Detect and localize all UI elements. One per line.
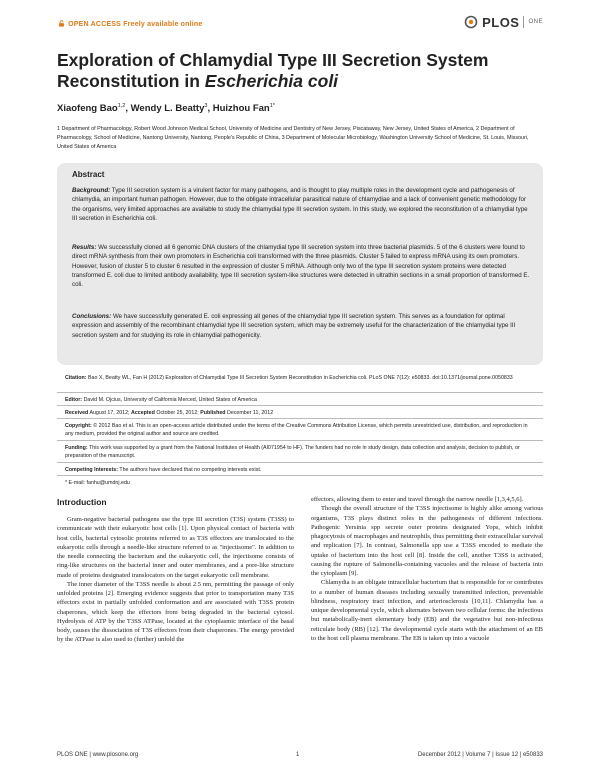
title-line-1: Exploration of Chlamydial Type III Secretion System [57, 50, 489, 70]
funding-label: Funding: [65, 445, 88, 451]
paragraph: effectors, allowing them to enter and travel through the narrow needle [1,3,4,5,6]. [311, 496, 524, 503]
author-affiliation-marker: 3 [204, 103, 208, 109]
journal-logo [464, 14, 543, 30]
conclusions-text: We have successfully generated E. coli expressing all genes of the chlamydial type III secretion system. This serves as a foundation for optimal expression and assembly of the recombinant chlamydial type III secretion system, which may be extremely useful for the characterization of the chlamydial type III secretion system and for studying its role in chlamydial pathogenicity. [72, 313, 516, 339]
author-affiliation-marker: 1* [269, 103, 275, 109]
author-name: Huizhou Fan [212, 103, 270, 115]
logo-word: PLOS [482, 14, 520, 30]
right-column [311, 495, 543, 643]
footer-issue: December 2012 | Volume 7 | Issue 12 | e50833 [417, 752, 543, 758]
dates [65, 409, 535, 417]
paragraph: Gram-negative bacterial pathogens use the type III secretion (T3S) system (T3SS) to communicate with their eukaryotic host cells [1]. Upon physical contact of bacteria with host cells, bacterial cytosolic proteins referred to as T3S effectors are translocated to the eukaryotic cells through a needle-like structure referred to as "injectisome". In addition to the needle connecting the bacterium and the eukaryotic cell, the injectisome consists of ring-like structures on the bacterial inner and outer membranes, and a pore-like structure made of proteins designated translocators on the target eukaryotic cell membrane. [57, 516, 294, 579]
author-affiliation-marker: 1,2 [117, 103, 126, 109]
divider [57, 440, 543, 441]
abstract-results [72, 243, 534, 289]
author-name: Wendy L. Beatty [130, 103, 205, 115]
paragraph: Chlamydia is an obligate intracellular bacterium that is responsible for or contributes to a number of human diseases including sexually transmitted infection, preventable blindness, respiratory tract infection, and arteriosclerosis [10,11]. Chlamydia has a unique developmental cycle, which alternates between two cellular forms: the infectious but metabolically-inert elementary body (EB) and the vegetative but non-infectious reticulate body (RB) [12]. The developmental cycle starts with the attachment of an EB to the host cell plasma membrane. The EB is taken up into a vacuole [311, 579, 543, 642]
logo-suffix: ONE [528, 19, 543, 25]
competing-text: The authors have declared that no competing interests exist. [119, 467, 262, 473]
abstract-conclusions [72, 312, 534, 340]
published-date: December 11, 2012 [227, 410, 274, 416]
funding [65, 444, 535, 460]
open-access-banner [57, 20, 203, 28]
left-column [57, 515, 294, 645]
citation-label: Citation: [65, 375, 87, 381]
received-date: August 17, 2012; [89, 410, 130, 416]
background-text: Type III secretion system is a virulent factor for many pathogens, and is thought to play multiple roles in the development cycle and pathogenesis of chlamydia, an important human pathogen. However, due to the obligate intracellular parasitical nature of chlamydiae and a lack of convenient genetic methodology for the organisms, very limited approaches are available to study the chlamydial type III secretion system. In this study, we explored the reconstitution of a chlamydial type III secretion in Escherichia coli. [72, 187, 528, 222]
citation [65, 374, 535, 382]
author-list: Xiaofeng Bao$^{1,2}$, Wendy L. Beatty$^3$, Huizhou Fan$^{1*}$ [57, 103, 275, 115]
copyright-label: Copyright: [65, 423, 92, 429]
results-text: We successfully cloned all 6 genomic DNA clusters of the chlamydial type III secretion system into three bacterial plasmids. 5 of the 6 clusters were found to direct mRNA synthesis from their own promoters in Escherichia coli transformed with the three plasmids. Cluster 5 failed to express mRNA using its own promoters. However, fusion of cluster 5 to cluster 6 resulted in the expression of cluster 5 mRNA. Although only two of the type III secretion system proteins were detected transformed E. coli due to limited antibody availability, type III secretion system-like structures were detected in ultrathin sections in a small proportion of transformed E. coli. [72, 244, 530, 289]
plos-logo-icon [464, 15, 478, 29]
affiliations: 1 Department of Pharmacology, Robert Wood Johnson Medical School, University of Medicine and Dentistry of New Jersey, Piscataway, New Jersey, United States of America, 2 Department of Pharmacology, School of Medicine, Nantong University, Nantong, People's Republic of China, 3 Department of Molecular Microbiology, Washington University School of Medicine, St. Louis, Missouri, United States of America [57, 126, 529, 150]
citation-text: Bao X, Beatty WL, Fan H (2012) Exploration of Chlamydial Type III Secretion System Reconstitution in Escherichia coli. PLoS ONE 7(12): e50833. doi:10.1371/journal.pone.0050833 [87, 375, 513, 381]
divider [57, 418, 543, 419]
page-number: 1 [296, 752, 300, 758]
editor-text: David M. Ojcius, University of California Merced, United States of America [83, 397, 257, 403]
open-lock-icon [58, 20, 65, 27]
copyright [65, 422, 535, 438]
results-label: Results: [72, 244, 97, 251]
competing-label: Competing Interests: [65, 467, 118, 473]
section-heading: Introduction [57, 497, 107, 507]
received-label: Received [65, 410, 89, 416]
conclusions-label: Conclusions: [72, 313, 112, 320]
article-title [57, 50, 537, 92]
corresponding-email: * E-mail: fanhu@umdnj.edu [65, 480, 130, 486]
published-label: Published [200, 410, 226, 416]
divider [57, 462, 543, 463]
copyright-text: © 2012 Bao et al. This is an open-access article distributed under the terms of the Creative Commons Attribution License, which permits unrestricted use, distribution, and reproduction in any medium, provided the original author and source are credited. [65, 423, 528, 438]
abstract-background [72, 186, 534, 223]
paragraph: The inner diameter of the T3SS needle is about 2.5 nm, permitting the passage of only unfolded proteins [2]. Emerging evidence suggests that prior to transportation many T3S effectors exist in partially unfolded conformation and are associated with T3SS protein chaperones, which keep the effectors from being degraded in the bacterial cytosol. Hydrolysis of ATP by the T3SS ATPase, located at the cytoplasmic interface of the basal body, causes the dissociation of T3S effectors from their chaperones. The energy provided by the ATPase is also used to (further) unfold the [57, 580, 294, 644]
competing-interests [65, 466, 535, 474]
background-label: Background: [72, 187, 111, 194]
paragraph: Though the overall structure of the T3SS injectisome is highly alike among various organisms, T3S plays distinct roles in the pathogenesis of different infections. Pathogenic Yersinia spp secrete outer proteins designated Yops, which inhibit phagocytosis of macrophages and neutrophils, thus permitting their extracellular survival and replication [7]. In contrast, Salmonella spp use a T3SS encoded to mediate the uptake of bacterium into the host cell [8]. Inside the cell, another T3SS is activated, causing the rupture of Salmonella-containing vacuoles and the release of bacteria into the cytoplasm [9]. [311, 505, 543, 577]
divider [57, 475, 543, 476]
editor-label: Editor: [65, 397, 83, 403]
accepted-date: October 25, 2012; [156, 410, 199, 416]
logo-divider [523, 16, 524, 28]
divider [57, 405, 543, 406]
open-access-text: OPEN ACCESS Freely available online [68, 21, 203, 28]
footer-journal: PLOS ONE | www.plosone.org [57, 752, 139, 758]
author-name: Xiaofeng Bao [57, 103, 118, 115]
divider [57, 392, 543, 393]
funding-text: This work was supported by a grant from the National Institutes of Health (AI071954 to HF). The funders had no role in study design, data collection and analysis, decision to publish, or preparation of the manuscript. [65, 445, 520, 460]
accepted-label: Accepted [131, 410, 155, 416]
editor [65, 396, 535, 404]
title-line-2: Reconstitution in Escherichia coli [57, 71, 339, 91]
abstract-heading: Abstract [72, 170, 105, 179]
